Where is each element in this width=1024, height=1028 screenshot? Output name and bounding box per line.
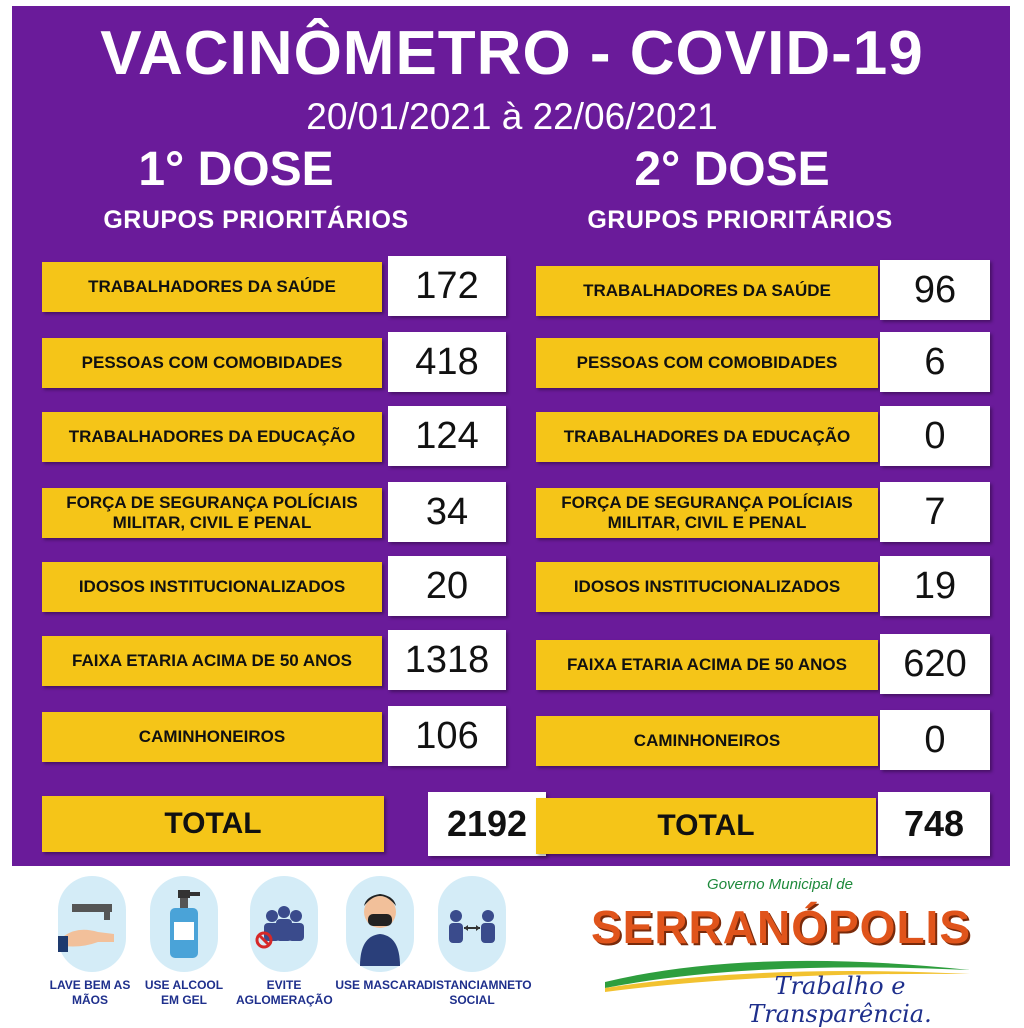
group-label: CAMINHONEIROS [536,716,878,766]
dose2-title: 2° DOSE [634,143,830,196]
group-label: TRABALHADORES DA EDUCAÇÃO [536,412,878,462]
dose2-subtitle: GRUPOS PRIORITÁRIOS [587,206,893,234]
dose1-subtitle: GRUPOS PRIORITÁRIOS [103,206,409,234]
group-count: 0 [880,710,990,770]
group-count: 172 [388,256,506,316]
footer [0,868,1024,1028]
tip-caption: LAVE BEM AS MÃOS [49,978,131,1007]
dose2-total-label: TOTAL [536,798,876,854]
page-title: VACINÔMETRO - COVID-19 [100,19,924,88]
tip-caption: USE MASCARA [335,978,425,992]
group-label: IDOSOS INSTITUCIONALIZADOS [42,562,382,612]
group-count: 418 [388,332,506,392]
group-label: FORÇA DE SEGURANÇA POLÍCIAIS MILITAR, CIVIL E PENAL [42,488,382,538]
group-count: 106 [388,706,506,766]
group-count: 20 [388,556,506,616]
group-label: PESSOAS COM COMOBIDADES [42,338,382,388]
crowd-icon [250,876,318,972]
group-label: FORÇA DE SEGURANÇA POLÍCIAIS MILITAR, CIVIL E PENAL [536,488,878,538]
distancing-icon [438,876,506,972]
tip-caption: EVITE AGLOMERAÇÃO [236,978,333,1007]
gel-bottle-icon [150,876,218,972]
hand-washing-icon [58,876,126,972]
dose1-total-label: TOTAL [42,796,384,852]
mask-icon [346,876,414,972]
logo: SERRANÓPOLIS [590,901,972,953]
group-count: 0 [880,406,990,466]
tip-caption: DISTANCIAMNETO SOCIAL [424,978,532,1007]
group-count: 34 [388,482,506,542]
group-count: 7 [880,482,990,542]
group-count: 1318 [388,630,506,690]
group-label: TRABALHADORES DA SAÚDE [536,266,878,316]
group-count: 96 [880,260,990,320]
dose2-total-value: 748 [878,792,990,856]
tip-caption: USE ALCOOL EM GEL [144,978,224,1007]
group-label: FAIXA ETARIA ACIMA DE 50 ANOS [42,636,382,686]
logo-tagline: Trabalho e Transparência. [748,972,932,1028]
dose1-title: 1° DOSE [138,143,334,196]
logo-subtitle: Governo Municipal de [707,876,853,893]
group-label: CAMINHONEIROS [42,712,382,762]
group-count: 620 [880,634,990,694]
group-count: 6 [880,332,990,392]
group-count: 19 [880,556,990,616]
group-label: FAIXA ETARIA ACIMA DE 50 ANOS [536,640,878,690]
group-label: IDOSOS INSTITUCIONALIZADOS [536,562,878,612]
date-range: 20/01/2021 à 22/06/2021 [306,96,718,137]
dose1-total-value: 2192 [428,792,546,856]
group-label: TRABALHADORES DA EDUCAÇÃO [42,412,382,462]
group-label: TRABALHADORES DA SAÚDE [42,262,382,312]
group-count: 124 [388,406,506,466]
group-label: PESSOAS COM COMOBIDADES [536,338,878,388]
